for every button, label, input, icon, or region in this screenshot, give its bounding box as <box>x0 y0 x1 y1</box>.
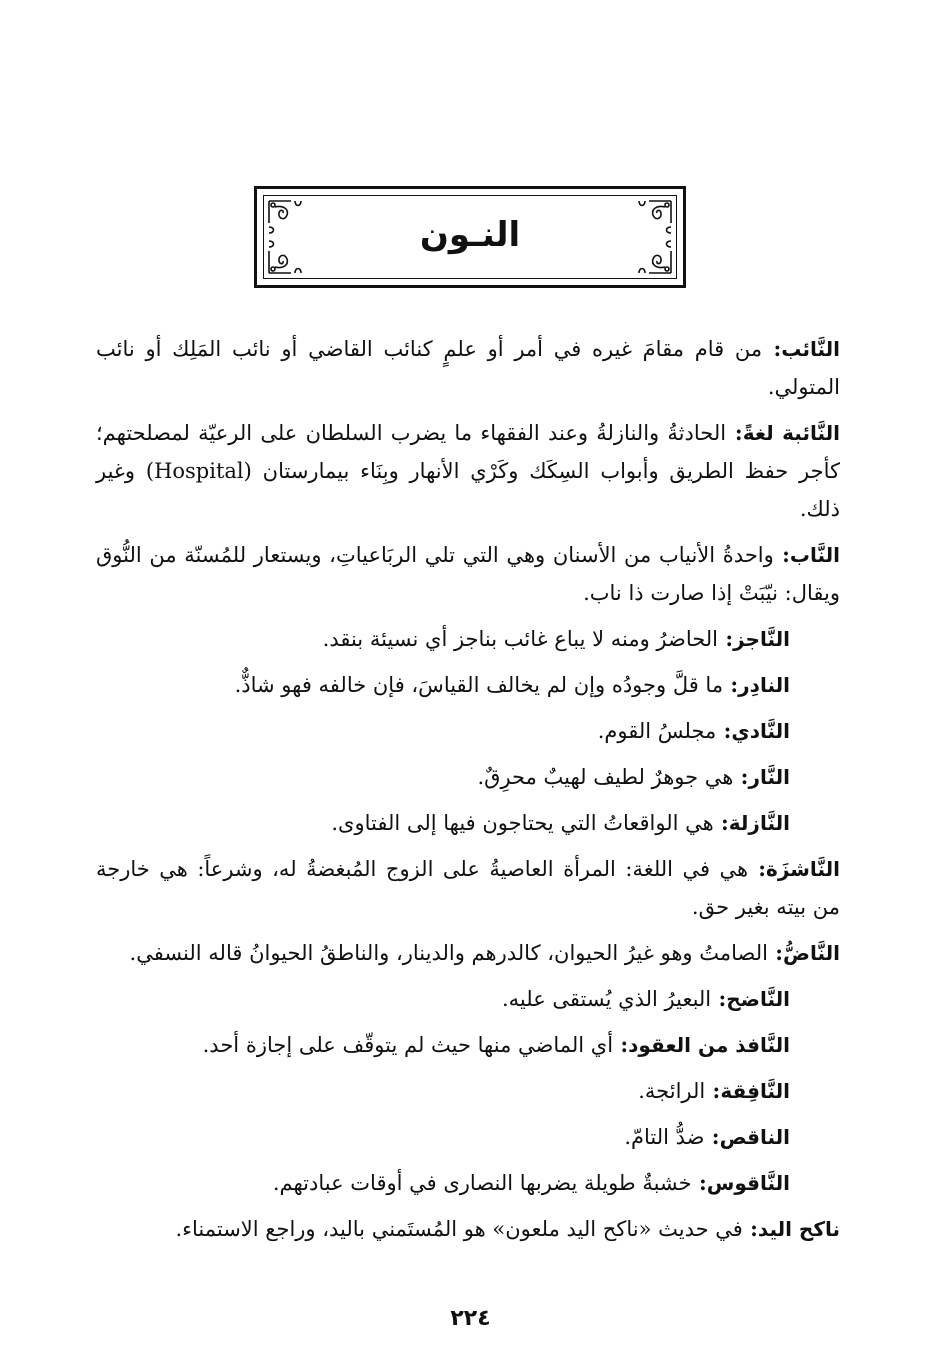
entry-definition: الصامتُ وهو غيرُ الحيوان، كالدرهم والدينار، والناطقُ الحيوانُ قاله النسفي. <box>129 941 768 965</box>
term-separator: : <box>705 1078 721 1103</box>
term-separator: : <box>718 626 734 651</box>
entry-term: النَّاجز <box>733 627 790 651</box>
entry-term: النَّاقوس <box>706 1171 790 1195</box>
term-separator: : <box>723 672 739 697</box>
entry <box>96 666 840 704</box>
entry <box>96 758 840 796</box>
page-number: ٢٢٤ <box>450 1306 491 1331</box>
entry <box>96 1072 840 1110</box>
entry-term: النَّاشزَة <box>766 857 840 881</box>
term-separator: : <box>773 542 790 567</box>
entry <box>96 934 840 972</box>
entry-term: الناقص <box>719 1125 790 1149</box>
entry-term: النَّار <box>748 765 790 789</box>
entry <box>96 804 840 842</box>
entry-definition: البعيرُ الذي يُستقى عليه. <box>502 987 712 1011</box>
entry <box>96 850 840 926</box>
entry-term: النَّافِقة <box>720 1079 790 1103</box>
entry-definition: الرائجة. <box>638 1079 706 1103</box>
entry-term: النَّاضُّ <box>783 941 840 965</box>
section-title-frame <box>254 186 686 288</box>
term-separator: : <box>713 810 729 835</box>
term-separator: : <box>733 764 749 789</box>
entry-definition: واحدةُ الأنياب من الأسنان وهي التي تلي الربَاعياتِ، ويستعار للمُسنّة من النُّوق ويقال: نيّبَتْ إذا صارت ذا ناب. <box>96 543 840 605</box>
entry-definition: أي الماضي منها حيث لم يتوقّف على إجازة أحد. <box>202 1033 614 1057</box>
entry-definition: خشبةٌ طويلة يضربها النصارى في أوقات عبادتهم. <box>272 1171 692 1195</box>
entry-definition: من قام مقامَ غيره في أمر أو علمٍ كنائب القاضي أو نائب المَلِك أو نائب المتولي. <box>96 337 840 399</box>
entry <box>96 1210 840 1248</box>
entry <box>96 620 840 658</box>
term-separator: : <box>613 1032 629 1057</box>
term-separator: : <box>748 856 767 881</box>
entry <box>96 1164 840 1202</box>
entry-term: النَّادي <box>731 719 790 743</box>
term-separator: : <box>767 940 784 965</box>
entry <box>96 1118 840 1156</box>
section-title: النـون <box>419 215 521 255</box>
entry-definition: هي في اللغة: المرأة العاصيةُ على الزوج المُبغضةُ له، وشرعاً: هي خارجة من بيته بغير حق. <box>96 857 840 919</box>
term-separator: : <box>716 718 732 743</box>
entry <box>96 536 840 612</box>
entry-definition: هي الواقعاتُ التي يحتاجون فيها إلى الفتاوى. <box>331 811 714 835</box>
term-separator: : <box>691 1170 707 1195</box>
term-separator: : <box>704 1124 720 1149</box>
entry-definition: ضدُّ التامّ. <box>624 1125 705 1149</box>
entry-term: النادِر <box>738 673 790 697</box>
entries-list <box>96 330 840 1256</box>
entry-term: ناكح اليد <box>757 1217 840 1241</box>
entry-term: النَّائبة لغةً <box>742 421 840 445</box>
entry-term: النَّاضح <box>726 987 790 1011</box>
entry-definition: الحادثةُ والنازلةُ وعند الفقهاء ما يضرب السلطان على الرعيّة لمصلحتهم؛ كأجر حفظ الطريق وأبواب السِكَك وكَرْي الأنهار وبِنَاء بيمارستان (Hospital) وغير ذلك. <box>96 421 840 521</box>
entry <box>96 980 840 1018</box>
entry-definition: ما قلَّ وجودُه وإن لم يخالف القياسَ، فإن خالفه فهو شاذٌّ. <box>234 673 724 697</box>
entry <box>96 1026 840 1064</box>
term-separator: : <box>762 336 782 361</box>
term-separator: : <box>711 986 727 1011</box>
entry-definition: في حديث «ناكح اليد ملعون» هو المُستَمني باليد، وراجع الاستمناء. <box>175 1217 743 1241</box>
entry-term: النَّازلة <box>728 811 790 835</box>
entry <box>96 414 840 528</box>
term-separator: : <box>726 420 743 445</box>
entry <box>96 712 840 750</box>
entry-definition: الحاضرُ ومنه لا يباع غائب بناجز أي نسيئة بنقد. <box>322 627 719 651</box>
entry-term: النَّائب <box>781 337 840 361</box>
entry-term: النَّافذ من العقود <box>628 1033 790 1057</box>
entry-term: النَّاب <box>789 543 840 567</box>
entry-definition: مجلسُ القوم. <box>597 719 717 743</box>
entry-definition: هي جوهرٌ لطيف لهيبٌ محرِقٌ. <box>477 765 734 789</box>
term-separator: : <box>742 1216 758 1241</box>
entry <box>96 330 840 406</box>
